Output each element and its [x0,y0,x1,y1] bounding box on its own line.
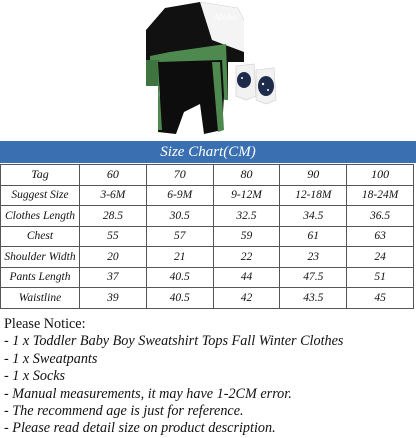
row-label: Chest [1,226,80,247]
row-label: Clothes Length [1,206,80,227]
table-cell: 90 [280,165,347,186]
socks-image [236,64,276,104]
table-cell: 70 [146,165,213,186]
table-cell: 57 [146,226,213,247]
table-cell: 40.5 [146,267,213,288]
table-row [1,267,414,288]
table-row [1,288,414,309]
table-cell: 60 [80,165,147,186]
notice-item: - Manual measurements, it may have 1-2CM error. [4,385,292,402]
table-cell: 22 [213,247,280,268]
product-photo [0,0,416,140]
table-cell: 51 [347,267,414,288]
size-chart-title: Size Chart(CM) [0,141,416,163]
table-cell: 3-6M [80,185,147,206]
table-cell: 45 [347,288,414,309]
table-row [1,165,414,186]
table-cell: 61 [280,226,347,247]
table-cell: 59 [213,226,280,247]
table-cell: 23 [280,247,347,268]
notice-heading: Please Notice: [4,316,86,332]
row-label: Pants Length [1,267,80,288]
table-cell: 24 [347,247,414,268]
table-cell: 55 [80,226,147,247]
table-cell: 30.5 [146,206,213,227]
table-cell: 80 [213,165,280,186]
row-label: Waistline [1,288,80,309]
table-row [1,226,414,247]
table-cell: 6-9M [146,185,213,206]
table-cell: 21 [146,247,213,268]
table-row [1,206,414,227]
table-cell: 36.5 [347,206,414,227]
table-cell: 32.5 [213,206,280,227]
table-cell: 37 [80,267,147,288]
table-cell: 47.5 [280,267,347,288]
table-row [1,185,414,206]
table-cell: 34.5 [280,206,347,227]
table-cell: 39 [80,288,147,309]
table-cell: 28.5 [80,206,147,227]
notice-item: - 1 x Sweatpants [4,350,98,367]
table-cell: 18-24M [347,185,414,206]
table-cell: 63 [347,226,414,247]
table-cell: 12-18M [280,185,347,206]
table-cell: 100 [347,165,414,186]
notice-section [4,316,414,438]
table-cell: 43.5 [280,288,347,309]
size-chart-table [0,164,414,309]
row-label: Suggest Size [1,185,80,206]
notice-item: - The recommend age is just for reference. [4,403,244,420]
table-row [1,247,414,268]
row-label: Tag [1,165,80,186]
svg-text:Aloha: Aloha [214,13,238,22]
table-cell: 9-12M [213,185,280,206]
notice-item: - 1 x Toddler Baby Boy Sweatshirt Tops Fall Winter Clothes [4,333,344,350]
sweatpants-image [158,60,224,134]
table-cell: 42 [213,288,280,309]
notice-item: - Please read detail size on product description. [4,420,276,437]
table-cell: 20 [80,247,147,268]
notice-item: - 1 x Socks [4,368,66,385]
table-cell: 44 [213,267,280,288]
table-cell: 40.5 [146,288,213,309]
row-label: Shoulder Width [1,247,80,268]
